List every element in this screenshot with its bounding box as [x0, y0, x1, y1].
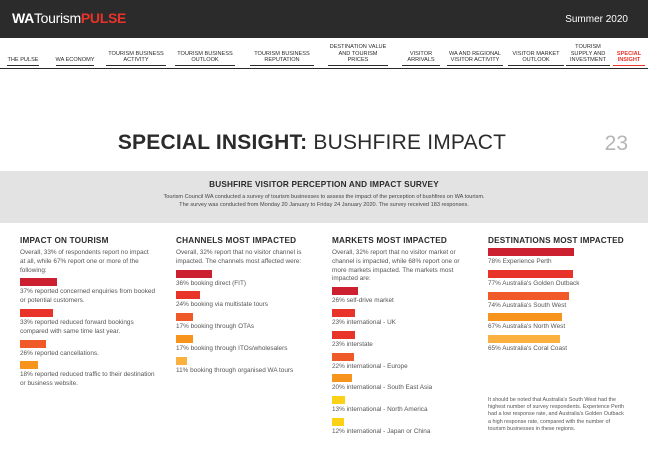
markets-bar — [332, 331, 355, 339]
markets-bar — [332, 374, 352, 382]
impact-bar-list — [20, 278, 155, 389]
impact-heading: IMPACT ON TOURISM — [20, 236, 109, 245]
brand-logo[interactable] — [12, 10, 126, 26]
channels-bar — [176, 313, 193, 321]
nav-item-business-activity[interactable]: TOURISM BUSINESS ACTIVITY — [106, 51, 166, 66]
markets-bar-label: 20% international - South East Asia — [332, 384, 433, 392]
markets-bar — [332, 309, 355, 317]
survey-line-1: Tourism Council WA conducted a survey of tourism businesses to assess the impact of the perception of bushfires on WA tourism. — [163, 194, 485, 200]
channels-bar-label: 11% booking through organised WA tours — [176, 366, 294, 374]
markets-bar-label: 22% international - Europe — [332, 362, 408, 370]
nav-item-wa-economy[interactable]: WA ECONOMY — [52, 57, 98, 66]
survey-description — [0, 193, 648, 210]
nav-item-visitor-arrivals[interactable]: VISITOR ARRIVALS — [402, 51, 440, 66]
markets-bar — [332, 287, 358, 295]
brand-pulse: PULSE — [80, 10, 127, 26]
channels-intro: Overall, 32% report that no visitor channel is impacted. The channels most affected were: — [176, 249, 302, 265]
nav-item-the-pulse[interactable]: THE PULSE — [5, 57, 41, 66]
brand-wa: WA — [12, 10, 34, 26]
survey-banner — [0, 171, 648, 223]
destinations-bar — [488, 248, 574, 256]
impact-bar — [20, 361, 38, 369]
impact-bar — [20, 278, 57, 286]
impact-bar — [20, 309, 53, 317]
markets-bar-label: 23% interstate — [332, 340, 373, 348]
impact-bar — [20, 340, 46, 348]
markets-bar-label: 13% international - North America — [332, 406, 428, 414]
edition-label: Summer 2020 — [565, 14, 628, 25]
destinations-bar-label: 78% Experience Perth — [488, 258, 552, 265]
channels-bar-label: 17% booking through OTAs — [176, 323, 255, 331]
survey-title: BUSHFIRE VISITOR PERCEPTION AND IMPACT SURVEY — [209, 180, 439, 189]
brand-tourism: Tourism — [33, 10, 81, 26]
destinations-bar-label: 65% Australia's Coral Coast — [488, 345, 568, 353]
destinations-bar — [488, 335, 560, 343]
channels-bar — [176, 270, 212, 278]
destinations-column — [488, 236, 633, 354]
page-number: 23 — [604, 132, 628, 155]
impact-bar-label: 37% reported concerned enquiries from booked or potential customers. — [20, 288, 155, 305]
channels-bar — [176, 335, 193, 343]
nav-item-business-reputation[interactable]: TOURISM BUSINESS REPUTATION — [250, 51, 314, 66]
markets-heading: MARKETS MOST IMPACTED — [332, 236, 448, 245]
section-nav — [0, 38, 648, 69]
nav-item-regional-activity[interactable]: WA AND REGIONAL VISITOR ACTIVITY — [447, 51, 503, 66]
impact-column — [20, 236, 155, 389]
markets-bar — [332, 418, 344, 426]
markets-bar-label: 26% self-drive market — [332, 297, 394, 305]
header-bar — [0, 0, 648, 38]
nav-divider — [0, 68, 648, 69]
nav-item-destination-value[interactable]: DESTINATION VALUE AND TOURISM PRICES — [328, 44, 388, 66]
markets-bar-list — [332, 287, 470, 437]
nav-item-business-outlook[interactable]: TOURISM BUSINESS OUTLOOK — [175, 51, 235, 66]
destinations-bar — [488, 270, 573, 278]
nav-item-supply-investment[interactable]: TOURISM SUPPLY AND INVESTMENT — [566, 44, 610, 66]
impact-bar-label: 18% reported reduced traffic to their destination or business website. — [20, 371, 155, 388]
channels-bar — [176, 357, 187, 365]
channels-bar-list — [176, 270, 311, 376]
markets-bar-label: 23% international - UK — [332, 318, 396, 326]
destinations-note: It should be noted that Australia's South West had the highest number of survey respondents. Experience Perth had a low response rate, and Australia's Golden Outback a high response rate, compared with the number of tourism businesses in these regions. — [488, 397, 625, 432]
page-title: SPECIAL INSIGHT: BUSHFIRE IMPACT — [117, 131, 507, 154]
destinations-bar — [488, 292, 569, 300]
channels-heading: CHANNELS MOST IMPACTED — [176, 236, 297, 245]
destinations-bar-label: 77% Australia's Golden Outback — [488, 279, 580, 287]
channels-column — [176, 236, 311, 376]
channels-bar-label: 36% booking direct (FIT) — [176, 279, 246, 287]
destinations-bar-list — [488, 248, 633, 354]
destinations-heading: DESTINATIONS MOST IMPACTED — [488, 236, 624, 245]
markets-bar — [332, 396, 345, 404]
channels-bar — [176, 291, 200, 299]
markets-bar-label: 12% international - Japan or China — [332, 427, 431, 435]
nav-item-special-insight[interactable]: SPECIAL INSIGHT — [613, 51, 645, 66]
survey-line-2: The survey was conducted from Monday 20 January to Friday 24 January 2020. The survey received 183 responses. — [179, 202, 469, 209]
channels-bar-label: 17% booking through ITOs/wholesalers — [176, 344, 288, 352]
markets-intro: Overall, 32% report that no visitor market or channel is impacted, while 68% report one or more markets impacted. The markets most impacted are: — [332, 249, 460, 283]
markets-bar — [332, 353, 354, 361]
impact-bar-label: 26% reported cancellations. — [20, 349, 99, 357]
channels-bar-label: 24% booking via multistate tours — [176, 301, 269, 309]
impact-bar-label: 33% reported reduced forward bookings compared with same time last year. — [20, 318, 134, 335]
markets-column — [332, 236, 470, 437]
nav-item-market-outlook[interactable]: VISITOR MARKET OUTLOOK — [508, 51, 564, 66]
destinations-bar-label: 67% Australia's North West — [488, 323, 566, 331]
destinations-bar-label: 74% Australia's South West — [488, 301, 567, 309]
destinations-bar — [488, 313, 562, 321]
impact-intro: Overall, 33% of respondents report no impact at all, while 67% report one or more of the following: — [20, 249, 149, 274]
